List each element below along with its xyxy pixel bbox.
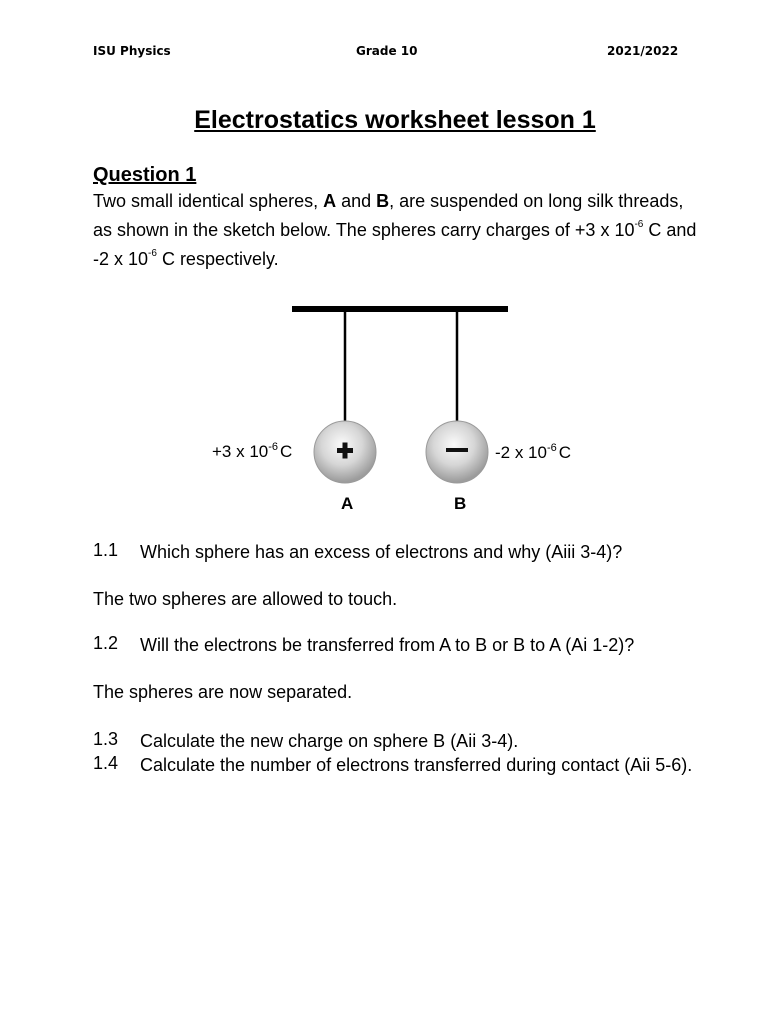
item-text: Which sphere has an excess of electrons and why (Aiii 3-4)? (140, 542, 623, 562)
item-number: 1.2 (93, 633, 119, 653)
statement-separated: The spheres are now separated. (93, 682, 353, 702)
header-grade: Grade 10 (356, 44, 418, 58)
item-number: 1.1 (93, 540, 119, 560)
question-heading: Question 1 (93, 164, 197, 186)
header-course: ISU Physics (93, 44, 171, 58)
item-text: Calculate the new charge on sphere B (Aii 3-4). (140, 731, 519, 751)
item-text: Will the electrons be transferred from A to B or B to A (Ai 1-2)? (140, 635, 635, 655)
sphere-b-ref: B (376, 191, 390, 211)
sphere-a-ref: A (323, 191, 337, 211)
charge-label-a: +3 x $10^{-6}$ C (212, 441, 293, 461)
item-number: 1.3 (93, 729, 119, 749)
charge-label-b: -2 x $10^{-6}$ C (495, 442, 572, 462)
page-title: Electrostatics worksheet lesson 1 (194, 106, 596, 134)
item-number: 1.4 (93, 753, 119, 773)
minus-icon (446, 448, 468, 452)
support-bar (292, 306, 508, 312)
item-text: Calculate the number of electrons transferred during contact (Aii 5-6). (140, 755, 693, 775)
statement-touch: The two spheres are allowed to touch. (93, 589, 398, 609)
question-intro: Two small identical spheres, A and B, are suspended on long silk threads, as shown in the sketch below. The spheres carry charges of +3 x $10^{-6}$ C and -2 x $10^{-6}$ C respectively. (93, 191, 697, 269)
sphere-a-label: A (341, 494, 354, 513)
spheres-figure (170, 285, 610, 520)
sphere-b-label: B (454, 494, 467, 513)
header-year: 2021/2022 (607, 44, 679, 58)
